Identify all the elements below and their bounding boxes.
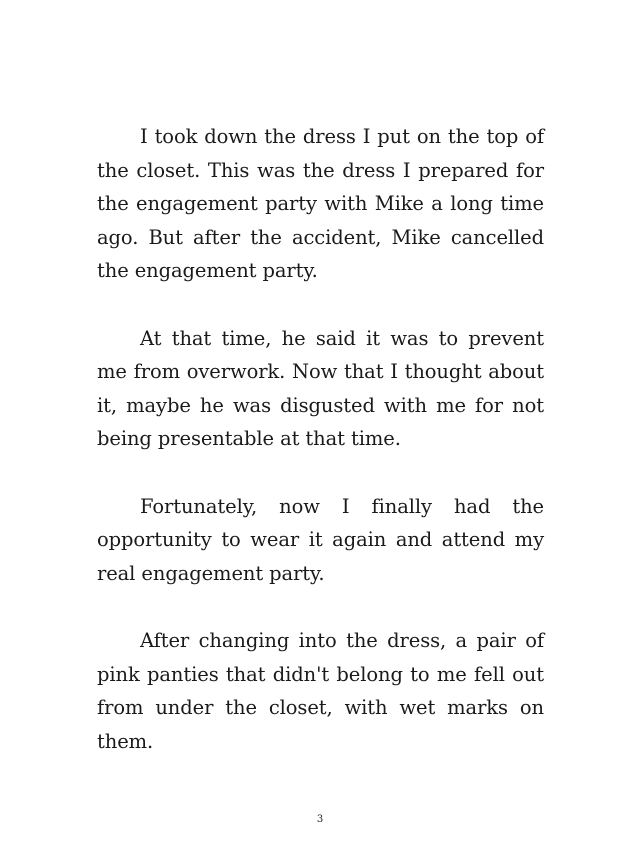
- paragraph-4: After changing into the dress, a pair of pink panties that didn't belong to me fell out from under the closet, with wet marks on them.: [97, 628, 544, 753]
- paragraph-3: Fortunately, now I finally had the opportunity to wear it again and attend my real engagement party.: [97, 494, 544, 585]
- page-number: 3: [316, 814, 324, 825]
- text-body: [97, 120, 544, 792]
- paragraph-1: I took down the dress I put on the top of the closet. This was the dress I prepared for the engagement party with Mike a long time ago. But after the accident, Mike cancelled the engagement party.: [97, 125, 544, 283]
- paragraph-2: At that time, he said it was to prevent me from overwork. Now that I thought about it, maybe he was disgusted with me for not being presentable at that time.: [97, 326, 544, 451]
